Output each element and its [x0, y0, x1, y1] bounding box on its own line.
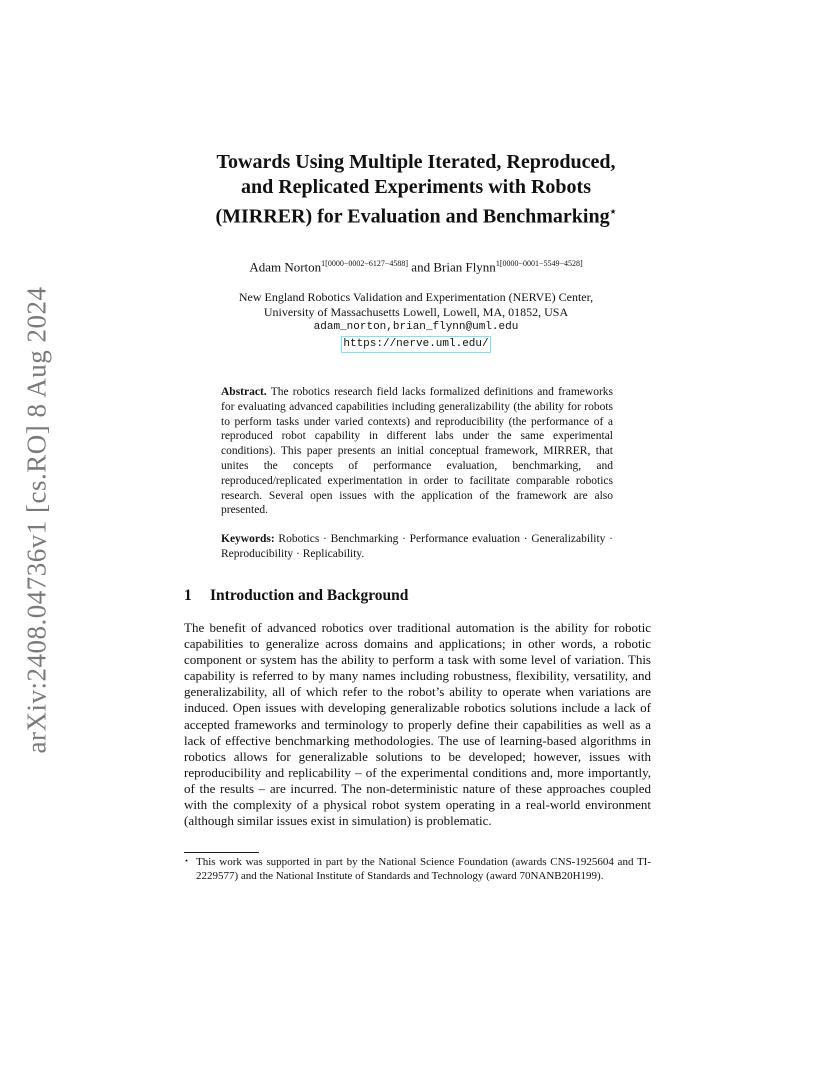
title-line-3: [150, 200, 682, 230]
author-orcid: 1[0000−0002−6127−4588]: [321, 259, 409, 268]
footnote-mark: ⋆: [184, 856, 190, 865]
footnote-text: This work was supported in part by the National Science Foundation (awards CNS-1925604 and TI-2229577) and the National Institute of Standards and Technology (award 70NANB20H199).: [196, 856, 651, 883]
abstract-text: The robotics research field lacks formalized definitions and frameworks for evaluating advanced capabilities including generalizability (the ability for robots to perform tasks under varied contexts) and reproducibility (the performance of a reproduced robot capability in different labs under the same experimental conditions). This paper presents an initial conceptual framework, MIRRER, that unites the concepts of performance evaluation, benchmarking, and reproduced/replicated experimentation in order to facilitate comparable robotics research. Several open issues with the application of the framework are also presented.: [221, 386, 613, 517]
title-line-1: Towards Using Multiple Iterated, Reproduced,: [216, 151, 616, 173]
author-orcid: 1[0000−0001−5549−4528]: [495, 259, 583, 268]
author-list: [150, 259, 682, 275]
keywords-label: Keywords:: [221, 533, 275, 545]
author-name: Brian Flynn: [433, 259, 496, 275]
body-paragraph: The benefit of advanced robotics over traditional automation is the ability for robotic capabilities to generalize across domains and applications; in other words, a robotic component or system has the ability to perform a task with some level of variation. This capability is referred to by many names including robustness, flexibility, versatility, and generalizability, all of which refer to the robot’s ability to operate when variations are induced. Open issues with developing generalizable robotics solutions include a lack of accepted frameworks and terminology to properly define their capabilities as well as a lack of effective benchmarking methodologies. The use of learning-based algorithms in robotics allows for generalizable solutions to be developed; however, issues with reproducibility and replicability – of the experimental conditions and, more importantly, of the results – are incurred. The non-deterministic nature of these approaches coupled with the complexity of a physical robot system operating in a real-world environment (although similar issues exist in simulation) is problematic.: [184, 620, 651, 829]
affiliation: [150, 290, 682, 353]
title-star-mark: ⋆: [609, 206, 617, 218]
author-joiner: and: [408, 259, 434, 275]
arxiv-identifier: arXiv:2408.04736v1 [cs.RO] 8 Aug 2024: [21, 286, 52, 754]
footnote: [184, 855, 651, 884]
title-line-2: and Replicated Experiments with Robots: [240, 176, 591, 198]
section-heading: [184, 587, 644, 605]
keywords: [221, 532, 613, 562]
keywords-text: Robotics · Benchmarking · Performance evaluation · Generalizability · Reproducibility · Replicability.: [221, 533, 613, 560]
title-line-3-text: (MIRRER) for Evaluation and Benchmarking: [215, 205, 610, 228]
paper-title: [150, 150, 682, 230]
abstract: [221, 385, 613, 518]
affiliation-line-1: New England Robotics Validation and Experimentation (NERVE) Center,: [238, 290, 594, 304]
section-number: 1: [184, 587, 192, 604]
arxiv-side-stamp: [17, 286, 57, 754]
abstract-label: Abstract.: [221, 386, 267, 398]
affiliation-line-2: University of Massachusetts Lowell, Lowell, MA, 01852, USA: [263, 305, 569, 319]
affiliation-url-link[interactable]: https://nerve.uml.edu/: [341, 336, 490, 353]
footnote-rule: [184, 852, 259, 853]
section-title: Introduction and Background: [210, 587, 409, 604]
author-name: Adam Norton: [249, 259, 322, 275]
author-emails: adam_norton,brian_flynn@uml.edu: [313, 321, 519, 333]
